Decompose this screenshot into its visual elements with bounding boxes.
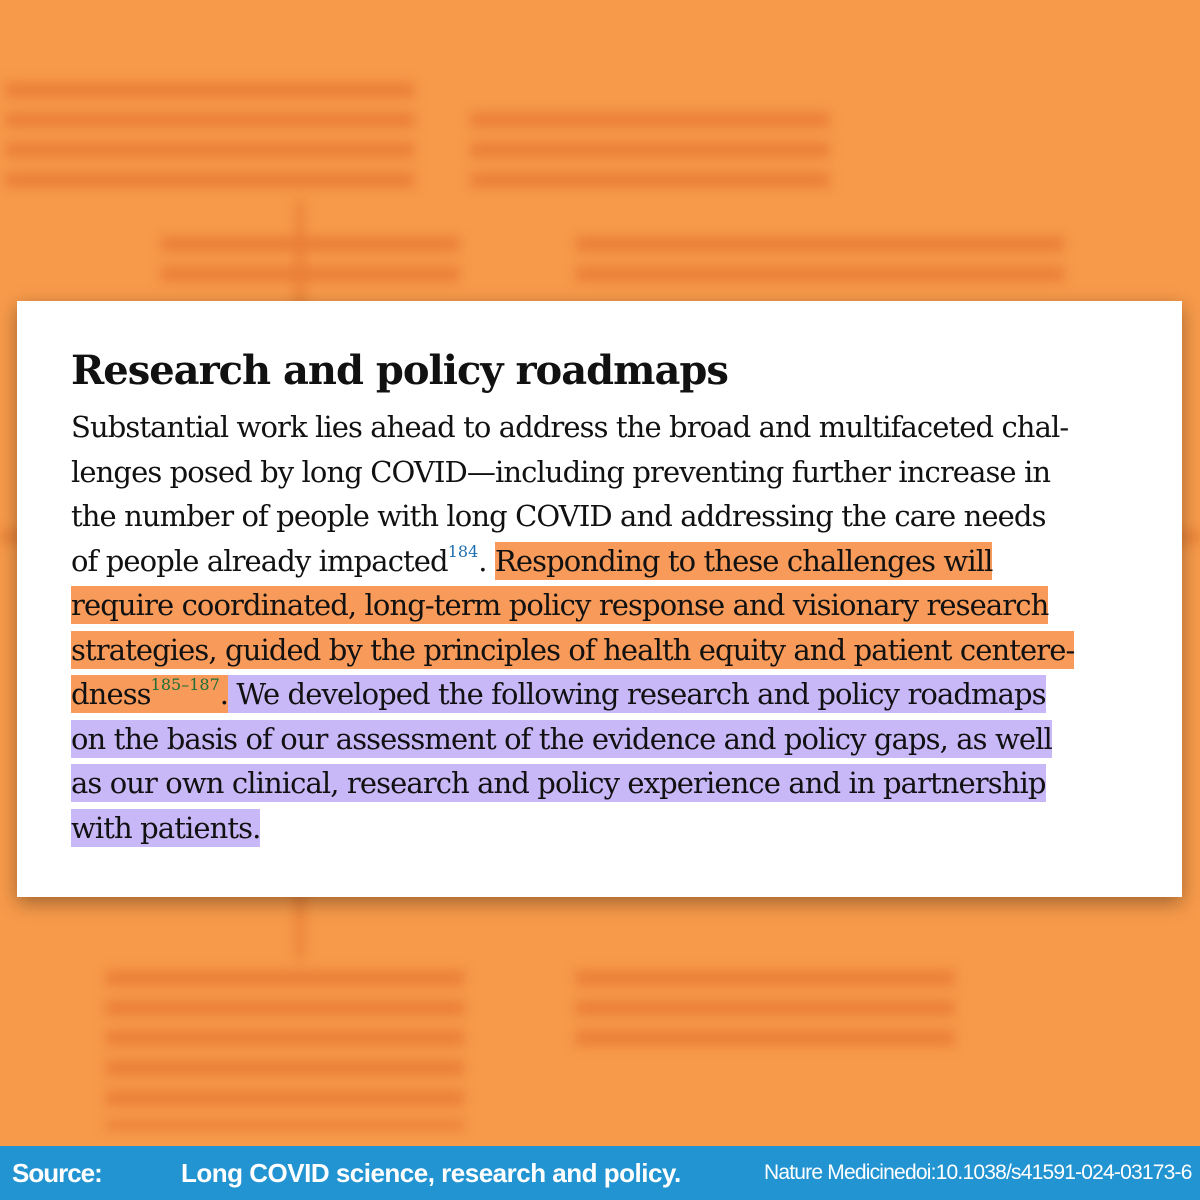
source-journal-name: Nature Medicine. xyxy=(764,1161,910,1184)
citation-reference[interactable]: 185–187 xyxy=(150,675,220,694)
bg-blurred-text-block xyxy=(575,970,955,1050)
paragraph-line xyxy=(71,672,1131,717)
orange-highlight-word: dness xyxy=(71,677,151,711)
period: . xyxy=(478,543,487,578)
purple-highlight-text: with patients. xyxy=(71,810,261,845)
orange-highlight-text: strategies, guided by the principles of health equity and patient centere- xyxy=(71,632,1075,667)
orange-highlight-text xyxy=(71,675,228,713)
purple-highlight-text: on the basis of our assessment of the evidence and policy gaps, as well xyxy=(71,721,1052,756)
bg-blurred-text-block xyxy=(470,112,830,192)
paragraph-line: Substantial work lies ahead to address the broad and multifaceted chal- xyxy=(71,410,1069,444)
source-article-title: Long COVID science, research and policy. xyxy=(181,1158,681,1188)
paragraph-line: lenges posed by long COVID—including preventing further increase in xyxy=(71,454,1051,489)
paragraph-line xyxy=(71,806,1131,851)
citation-reference[interactable]: 184 xyxy=(447,541,479,561)
bg-blurred-text-block xyxy=(5,82,415,192)
paragraph-line xyxy=(71,583,1131,628)
paragraph-line xyxy=(71,761,1131,806)
source-doi[interactable]: doi:10.1038/s41591-024-03173-6 xyxy=(905,1161,1192,1184)
excerpt-card xyxy=(17,301,1182,897)
period: . xyxy=(219,677,229,711)
paragraph-line xyxy=(71,717,1131,762)
bg-blurred-text-block xyxy=(160,236,460,296)
bg-blurred-text-block xyxy=(105,970,465,1130)
orange-highlight-text: Responding to these challenges will xyxy=(494,543,993,578)
source-label: Source: xyxy=(12,1158,102,1188)
purple-highlight-text: as our own clinical, research and policy experience and in partnership xyxy=(71,766,1046,800)
orange-highlight-text: require coordinated, long-term policy response and visionary research xyxy=(71,588,1049,622)
source-bar xyxy=(0,1146,1200,1200)
excerpt-paragraph xyxy=(71,405,1131,850)
paragraph-line xyxy=(71,628,1131,673)
purple-highlight-text: We developed the following research and policy roadmaps xyxy=(236,677,1046,711)
section-heading: Research and policy roadmaps xyxy=(71,347,728,394)
bg-blurred-text-block xyxy=(575,236,1065,296)
plain-text: of people already impacted xyxy=(71,543,448,578)
paragraph-line: the number of people with long COVID and addressing the care needs xyxy=(71,499,1046,533)
paragraph-line xyxy=(71,539,1131,584)
